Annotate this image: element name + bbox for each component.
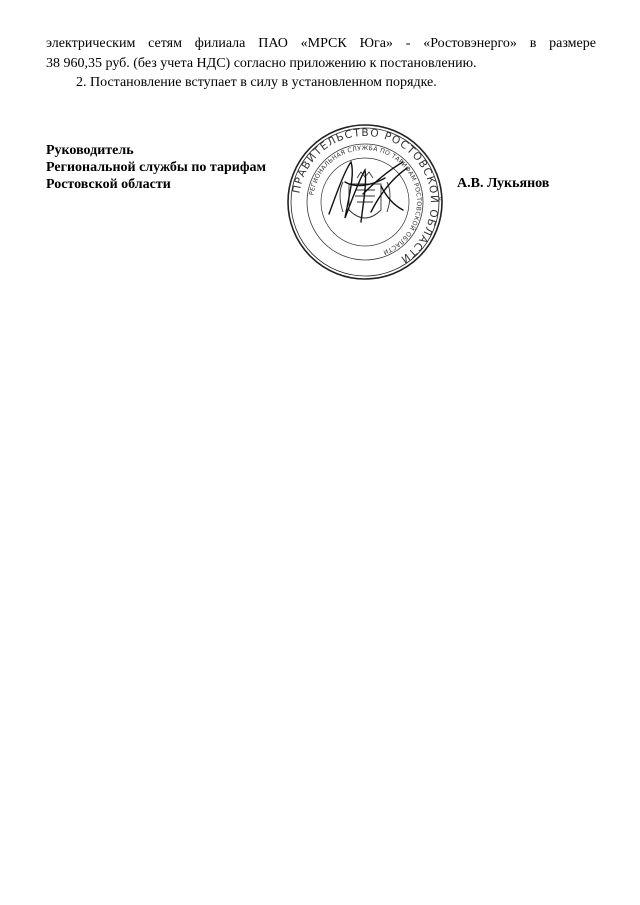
signatory-title (46, 142, 266, 193)
word: сетям (148, 36, 182, 51)
signatory-title-line-2: Региональной службы по тарифам (46, 160, 267, 175)
word: электрическим (46, 36, 136, 51)
word: в (529, 36, 537, 51)
word: - (405, 36, 411, 51)
signatory-title-line-1: Руководитель (46, 143, 134, 158)
seal-svg (285, 122, 445, 282)
word: «МРСК (300, 36, 347, 51)
official-seal (285, 122, 445, 282)
body-text-line-1 (46, 35, 596, 53)
word: размере (549, 36, 596, 51)
word: ПАО (258, 36, 288, 51)
seal-outer-text: ПРАВИТЕЛЬСТВО РОСТОВСКОЙ ОБЛАСТИ (290, 126, 441, 266)
signatory-title-line-3: Ростовской области (46, 177, 171, 192)
word: «Ростовэнерго» (423, 36, 517, 51)
seal-inner-text: РЕГИОНАЛЬНАЯ СЛУЖБА ПО ТАРИФАМ РОСТОВСКОЙ ОБЛАСТИ (308, 144, 423, 256)
signatory-name: А.В. Лукьянов (457, 176, 550, 191)
word: Юга» (359, 36, 393, 51)
word: филиала (194, 36, 246, 51)
handwritten-signature (329, 162, 407, 222)
body-text-paragraph-2: 2. Постановление вступает в силу в установленном порядке. (76, 75, 437, 90)
body-text-line-2: 38 960,35 руб. (без учета НДС) согласно приложению к постановлению. (46, 56, 477, 71)
